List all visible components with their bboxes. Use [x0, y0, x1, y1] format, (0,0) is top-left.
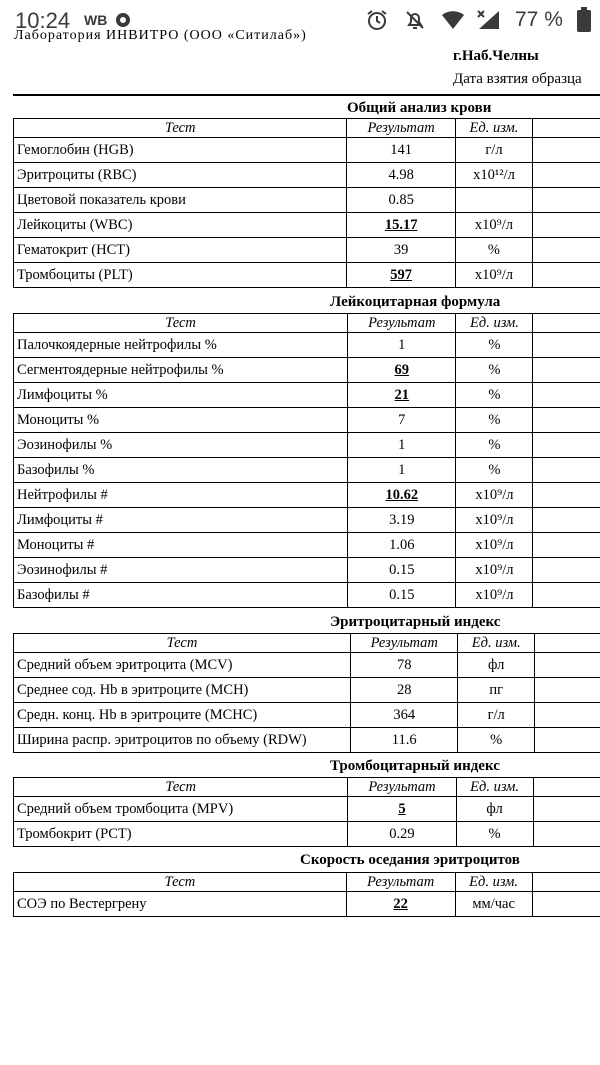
test-unit: x10⁹/л	[456, 583, 533, 608]
test-result: 7	[348, 408, 456, 433]
extra-cell	[533, 333, 600, 358]
test-result: 597	[347, 263, 456, 288]
table-cbc	[13, 118, 600, 288]
header-divider	[13, 94, 600, 96]
test-result: 1	[348, 433, 456, 458]
table-row	[14, 678, 600, 703]
test-name: Средний объем эритроцита (MCV)	[14, 653, 351, 678]
table-row	[14, 458, 600, 483]
test-result: 22	[346, 892, 455, 917]
column-header-test: Тест	[14, 119, 347, 138]
table-platelet-index	[13, 777, 600, 847]
test-name: СОЭ по Вестергрену	[14, 892, 347, 917]
test-result: 5	[348, 797, 456, 822]
test-unit: %	[456, 822, 533, 847]
table-row	[14, 213, 600, 238]
test-name: Базофилы %	[14, 458, 348, 483]
test-name: Ширина распр. эритроцитов по объему (RDW)	[14, 728, 351, 753]
column-header-result: Результат	[350, 634, 458, 653]
test-name: Сегментоядерные нейтрофилы %	[14, 358, 348, 383]
extra-cell	[533, 263, 600, 288]
extra-cell	[534, 653, 600, 678]
test-name: Средн. конц. Hb в эритроците (MCHC)	[14, 703, 351, 728]
city: г.Наб.Челны	[453, 48, 539, 64]
table-row	[14, 892, 600, 917]
table-row	[14, 533, 600, 558]
battery-icon	[577, 7, 591, 32]
test-unit: x10¹²/л	[455, 163, 532, 188]
table-row	[14, 508, 600, 533]
test-unit: x10⁹/л	[455, 213, 532, 238]
test-result: 21	[348, 383, 456, 408]
test-unit: г/л	[458, 703, 534, 728]
battery-percent: 77 %	[515, 8, 563, 31]
test-name: Лимфоциты #	[14, 508, 348, 533]
test-name: Гематокрит (HCT)	[14, 238, 347, 263]
test-unit: %	[456, 383, 533, 408]
extra-cell	[533, 213, 600, 238]
test-result: 0.15	[348, 558, 456, 583]
test-unit: x10⁹/л	[456, 533, 533, 558]
table-erythrocyte-index	[13, 633, 600, 753]
column-header-test: Тест	[14, 778, 348, 797]
extra-cell	[533, 383, 600, 408]
test-unit: %	[456, 433, 533, 458]
table-header-row	[14, 778, 600, 797]
test-name: Эозинофилы #	[14, 558, 348, 583]
table-leukocyte-formula	[13, 313, 600, 608]
test-name: Нейтрофилы #	[14, 483, 348, 508]
table-row	[14, 728, 600, 753]
extra-cell	[534, 703, 600, 728]
table-row	[14, 263, 600, 288]
extra-cell	[534, 728, 600, 753]
test-result: 0.85	[347, 188, 456, 213]
test-unit: %	[455, 238, 532, 263]
test-unit: фл	[456, 797, 533, 822]
table-row	[14, 558, 600, 583]
wifi-icon	[441, 9, 465, 31]
test-unit: г/л	[455, 138, 532, 163]
test-unit: %	[456, 358, 533, 383]
test-result: 69	[348, 358, 456, 383]
column-header-extra	[532, 873, 600, 892]
test-unit: %	[458, 728, 534, 753]
extra-cell	[533, 508, 600, 533]
test-name: Моноциты #	[14, 533, 348, 558]
table-header-row	[14, 119, 600, 138]
test-result: 141	[347, 138, 456, 163]
table-row	[14, 653, 600, 678]
extra-cell	[533, 188, 600, 213]
test-name: Лимфоциты %	[14, 383, 348, 408]
test-result: 0.29	[348, 822, 456, 847]
extra-cell	[533, 433, 600, 458]
do-not-disturb-icon	[404, 9, 426, 31]
test-result: 4.98	[347, 163, 456, 188]
extra-cell	[533, 533, 600, 558]
test-unit: x10⁹/л	[456, 508, 533, 533]
column-header-result: Результат	[347, 119, 456, 138]
table-row	[14, 383, 600, 408]
column-header-unit: Ед. изм.	[455, 119, 532, 138]
test-result: 3.19	[348, 508, 456, 533]
test-result: 78	[350, 653, 458, 678]
section-title-esr: Скорость оседания эритроцитов	[300, 852, 520, 868]
test-result: 1	[348, 458, 456, 483]
table-row	[14, 333, 600, 358]
test-name: Моноциты %	[14, 408, 348, 433]
table-row	[14, 238, 600, 263]
test-unit: пг	[458, 678, 534, 703]
chat-notification-icon	[115, 11, 133, 29]
test-name: Палочкоядерные нейтрофилы %	[14, 333, 348, 358]
test-result: 28	[350, 678, 458, 703]
extra-cell	[533, 358, 600, 383]
test-name: Тромбокрит (PCT)	[14, 822, 348, 847]
column-header-result: Результат	[348, 314, 456, 333]
table-row	[14, 483, 600, 508]
test-unit: %	[456, 333, 533, 358]
test-name: Цветовой показатель крови	[14, 188, 347, 213]
test-unit: мм/час	[455, 892, 532, 917]
extra-cell	[533, 163, 600, 188]
section-title-cbc: Общий анализ крови	[347, 100, 492, 116]
test-unit: %	[456, 408, 533, 433]
cut-off-header-line: Лаборатория ИНВИТРО (ООО «Ситилаб»)	[14, 28, 307, 43]
column-header-extra	[533, 119, 600, 138]
extra-cell	[533, 797, 600, 822]
table-row	[14, 703, 600, 728]
test-name: Эритроциты (RBC)	[14, 163, 347, 188]
section-title-erythrocyte-index: Эритроцитарный индекс	[330, 614, 501, 630]
test-unit: фл	[458, 653, 534, 678]
column-header-extra	[534, 634, 600, 653]
column-header-unit: Ед. изм.	[456, 778, 533, 797]
column-header-extra	[533, 314, 600, 333]
alarm-icon	[366, 9, 388, 31]
test-name: Эозинофилы %	[14, 433, 348, 458]
extra-cell	[533, 138, 600, 163]
table-row	[14, 822, 600, 847]
table-header-row	[14, 314, 600, 333]
test-result: 1.06	[348, 533, 456, 558]
table-row	[14, 433, 600, 458]
table-row	[14, 583, 600, 608]
status-time: 10:24	[15, 8, 71, 33]
extra-cell	[533, 483, 600, 508]
column-header-result: Результат	[348, 778, 456, 797]
extra-cell	[533, 822, 600, 847]
column-header-result: Результат	[346, 873, 455, 892]
table-row	[14, 188, 600, 213]
extra-cell	[533, 458, 600, 483]
extra-cell	[533, 408, 600, 433]
test-unit: %	[456, 458, 533, 483]
test-name: Тромбоциты (PLT)	[14, 263, 347, 288]
table-row	[14, 408, 600, 433]
extra-cell	[533, 583, 600, 608]
signal-no-data-icon	[475, 9, 503, 31]
column-header-test: Тест	[14, 873, 347, 892]
section-title-platelet-index: Тромбоцитарный индекс	[330, 758, 500, 774]
table-row	[14, 163, 600, 188]
table-esr	[13, 872, 600, 917]
table-row	[14, 358, 600, 383]
column-header-test: Тест	[14, 634, 351, 653]
test-name: Среднее сод. Hb в эритроците (MCH)	[14, 678, 351, 703]
test-result: 0.15	[348, 583, 456, 608]
table-row	[14, 797, 600, 822]
test-result: 11.6	[350, 728, 458, 753]
extra-cell	[534, 678, 600, 703]
section-title-leukocyte-formula: Лейкоцитарная формула	[330, 294, 501, 310]
test-name: Лейкоциты (WBC)	[14, 213, 347, 238]
test-name: Средний объем тромбоцита (MPV)	[14, 797, 348, 822]
test-unit: x10⁹/л	[456, 483, 533, 508]
test-unit: x10⁹/л	[456, 558, 533, 583]
notification-app-label: WB	[84, 12, 108, 28]
extra-cell	[533, 558, 600, 583]
column-header-test: Тест	[14, 314, 348, 333]
column-header-unit: Ед. изм.	[458, 634, 534, 653]
sample-date-label: Дата взятия образца	[453, 71, 582, 87]
column-header-unit: Ед. изм.	[455, 873, 532, 892]
test-result: 1	[348, 333, 456, 358]
column-header-unit: Ед. изм.	[456, 314, 533, 333]
extra-cell	[533, 238, 600, 263]
test-name: Базофилы #	[14, 583, 348, 608]
test-result: 364	[350, 703, 458, 728]
column-header-extra	[533, 778, 600, 797]
table-header-row	[14, 634, 600, 653]
table-header-row	[14, 873, 600, 892]
test-unit: x10⁹/л	[455, 263, 532, 288]
test-name: Гемоглобин (HGB)	[14, 138, 347, 163]
test-result: 39	[347, 238, 456, 263]
test-result: 15.17	[347, 213, 456, 238]
table-row	[14, 138, 600, 163]
extra-cell	[532, 892, 600, 917]
test-unit	[455, 188, 532, 213]
test-result: 10.62	[348, 483, 456, 508]
